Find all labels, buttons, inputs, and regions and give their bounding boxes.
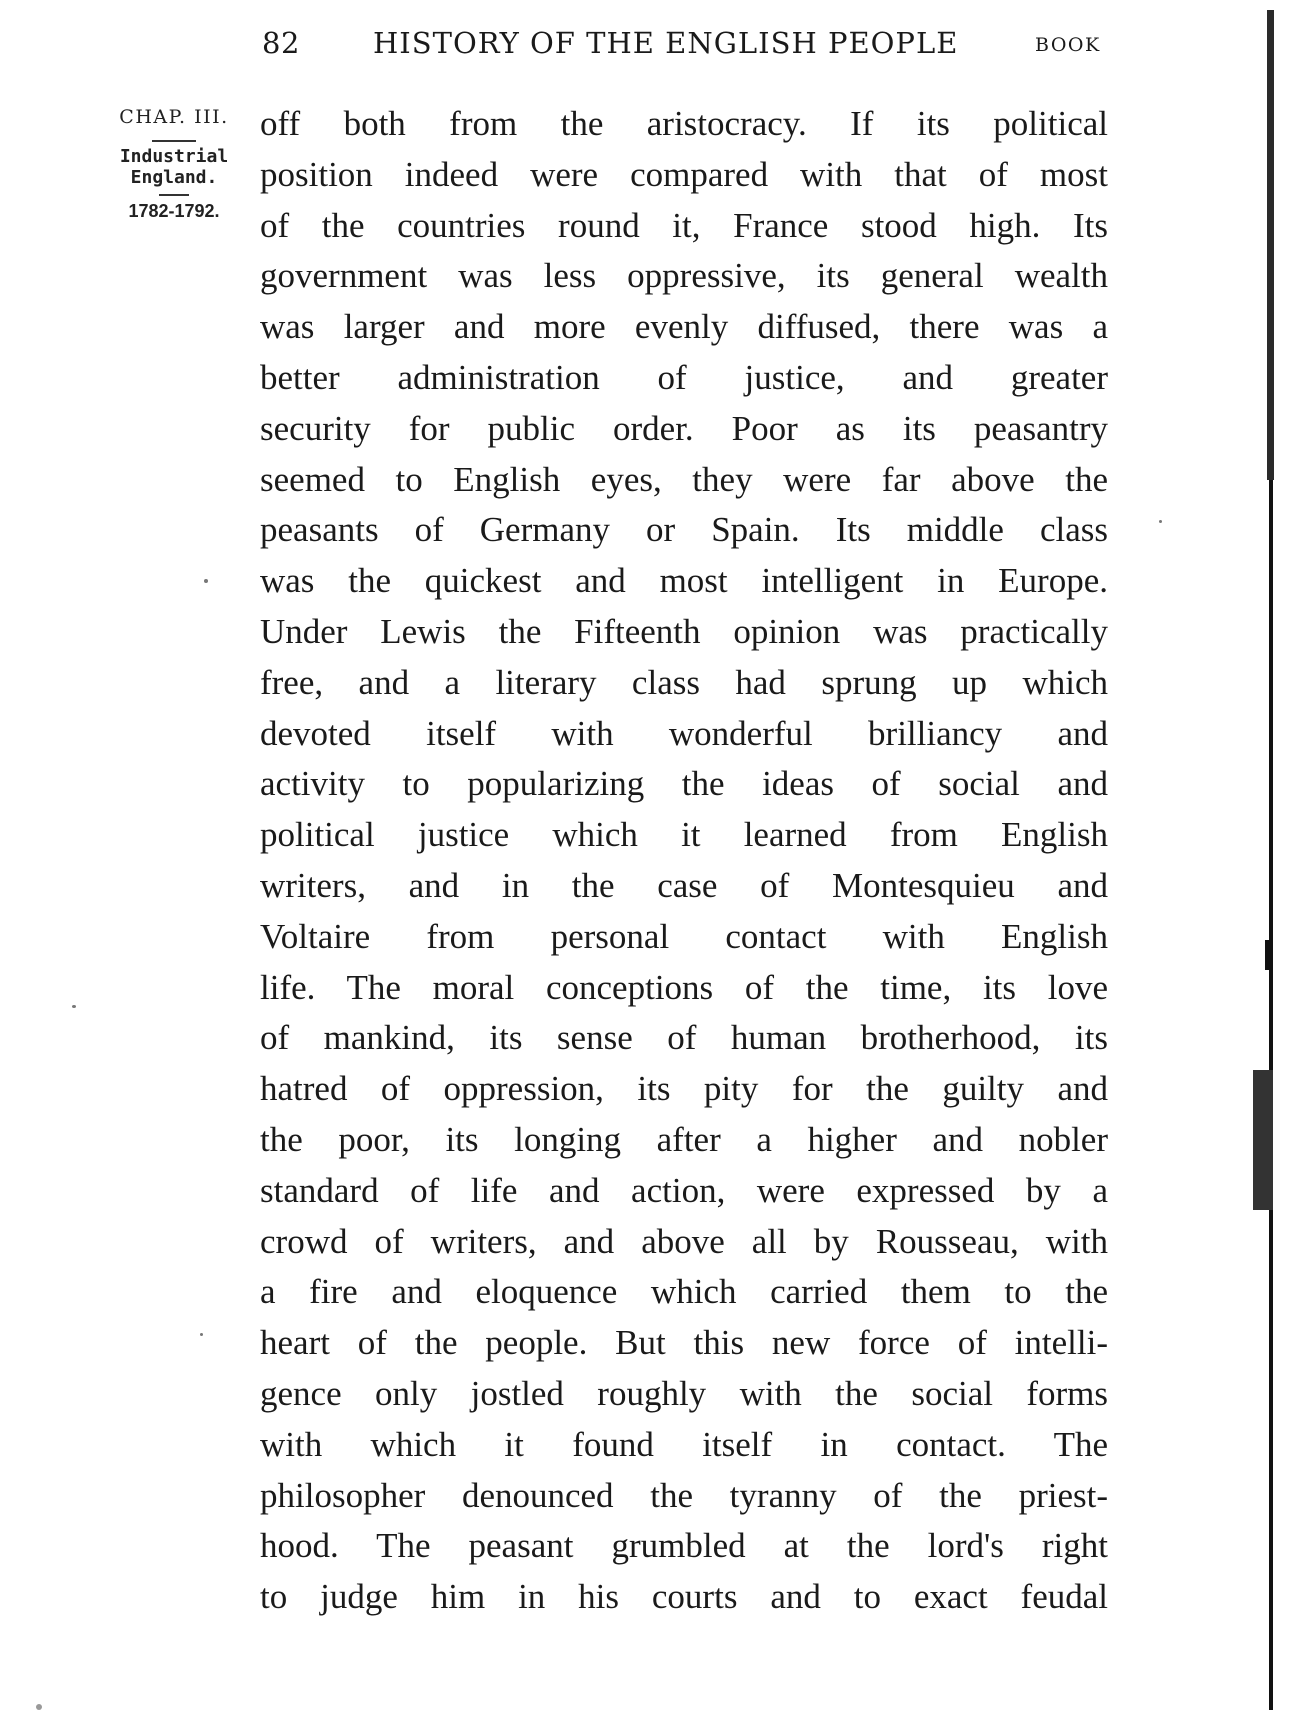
text-line: was larger and more evenly diffused, there was a [260, 307, 1108, 347]
text-line: to judge him in his courts and to exact feudal [260, 1577, 1108, 1617]
topic-line-1: Industrial [119, 146, 229, 167]
scan-speck [72, 1005, 76, 1008]
marginal-note [108, 106, 240, 222]
topic-line-2: England. [130, 167, 218, 188]
scan-speck [200, 1333, 203, 1336]
text-line: position indeed were compared with that of most [260, 154, 1108, 194]
text-line: standard of life and action, were expressed by a [260, 1170, 1108, 1210]
text-line: writers, and in the case of Montesquieu and [260, 865, 1108, 905]
book-label: BOOK [1035, 34, 1101, 56]
body-text [260, 99, 1108, 1623]
text-line: hatred of oppression, its pity for the guilty and [260, 1069, 1108, 1109]
text-line: crowd of writers, and above all by Rousseau, with [260, 1221, 1108, 1261]
text-line: with which it found itself in contact. The [260, 1424, 1108, 1464]
text-line: free, and a literary class had sprung up which [260, 662, 1108, 702]
marginal-rule [152, 140, 196, 142]
marginal-rule-short [159, 194, 189, 196]
text-line: heart of the people. But this new force of intelli- [260, 1323, 1108, 1363]
page-header [0, 22, 1307, 62]
text-line: better administration of justice, and greater [260, 357, 1108, 397]
text-line: activity to popularizing the ideas of social and [260, 764, 1108, 804]
text-line: seemed to English eyes, they were far above the [260, 459, 1108, 499]
scan-speck [1159, 520, 1162, 523]
text-line: hood. The peasant grumbled at the lord's right [260, 1526, 1108, 1566]
text-line: Voltaire from personal contact with English [260, 916, 1108, 956]
scan-speck [204, 579, 208, 583]
text-line: political justice which it learned from English [260, 815, 1108, 855]
text-line: was the quickest and most intelligent in Europe. [260, 561, 1108, 601]
text-line: of mankind, its sense of human brotherhood, its [260, 1018, 1108, 1058]
text-line: Under Lewis the Fifteenth opinion was practically [260, 611, 1108, 651]
text-line: off both from the aristocracy. If its political [260, 104, 1108, 143]
text-line: government was less oppressive, its general wealth [260, 256, 1108, 296]
text-line: gence only jostled roughly with the social forms [260, 1373, 1108, 1413]
chapter-label: CHAP. III. [119, 106, 229, 128]
scan-speck [36, 1704, 42, 1710]
text-line: peasants of Germany or Spain. Its middle class [260, 510, 1108, 550]
text-line: the poor, its longing after a higher and nobler [260, 1119, 1108, 1159]
text-line: security for public order. Poor as its peasantry [260, 408, 1108, 448]
text-line: philosopher denounced the tyranny of the priest- [260, 1475, 1108, 1515]
page-number: 82 [262, 26, 300, 60]
text-line: a fire and eloquence which carried them to the [260, 1272, 1108, 1312]
text-line: life. The moral conceptions of the time, its love [260, 967, 1108, 1007]
text-line: devoted itself with wonderful brilliancy and [260, 713, 1108, 753]
scan-edge-artifact [1263, 10, 1275, 1710]
date-range: 1782-1792. [128, 201, 220, 221]
running-title: HISTORY OF THE ENGLISH PEOPLE [373, 26, 959, 60]
text-line: of the countries round it, France stood high. Its [260, 205, 1108, 245]
